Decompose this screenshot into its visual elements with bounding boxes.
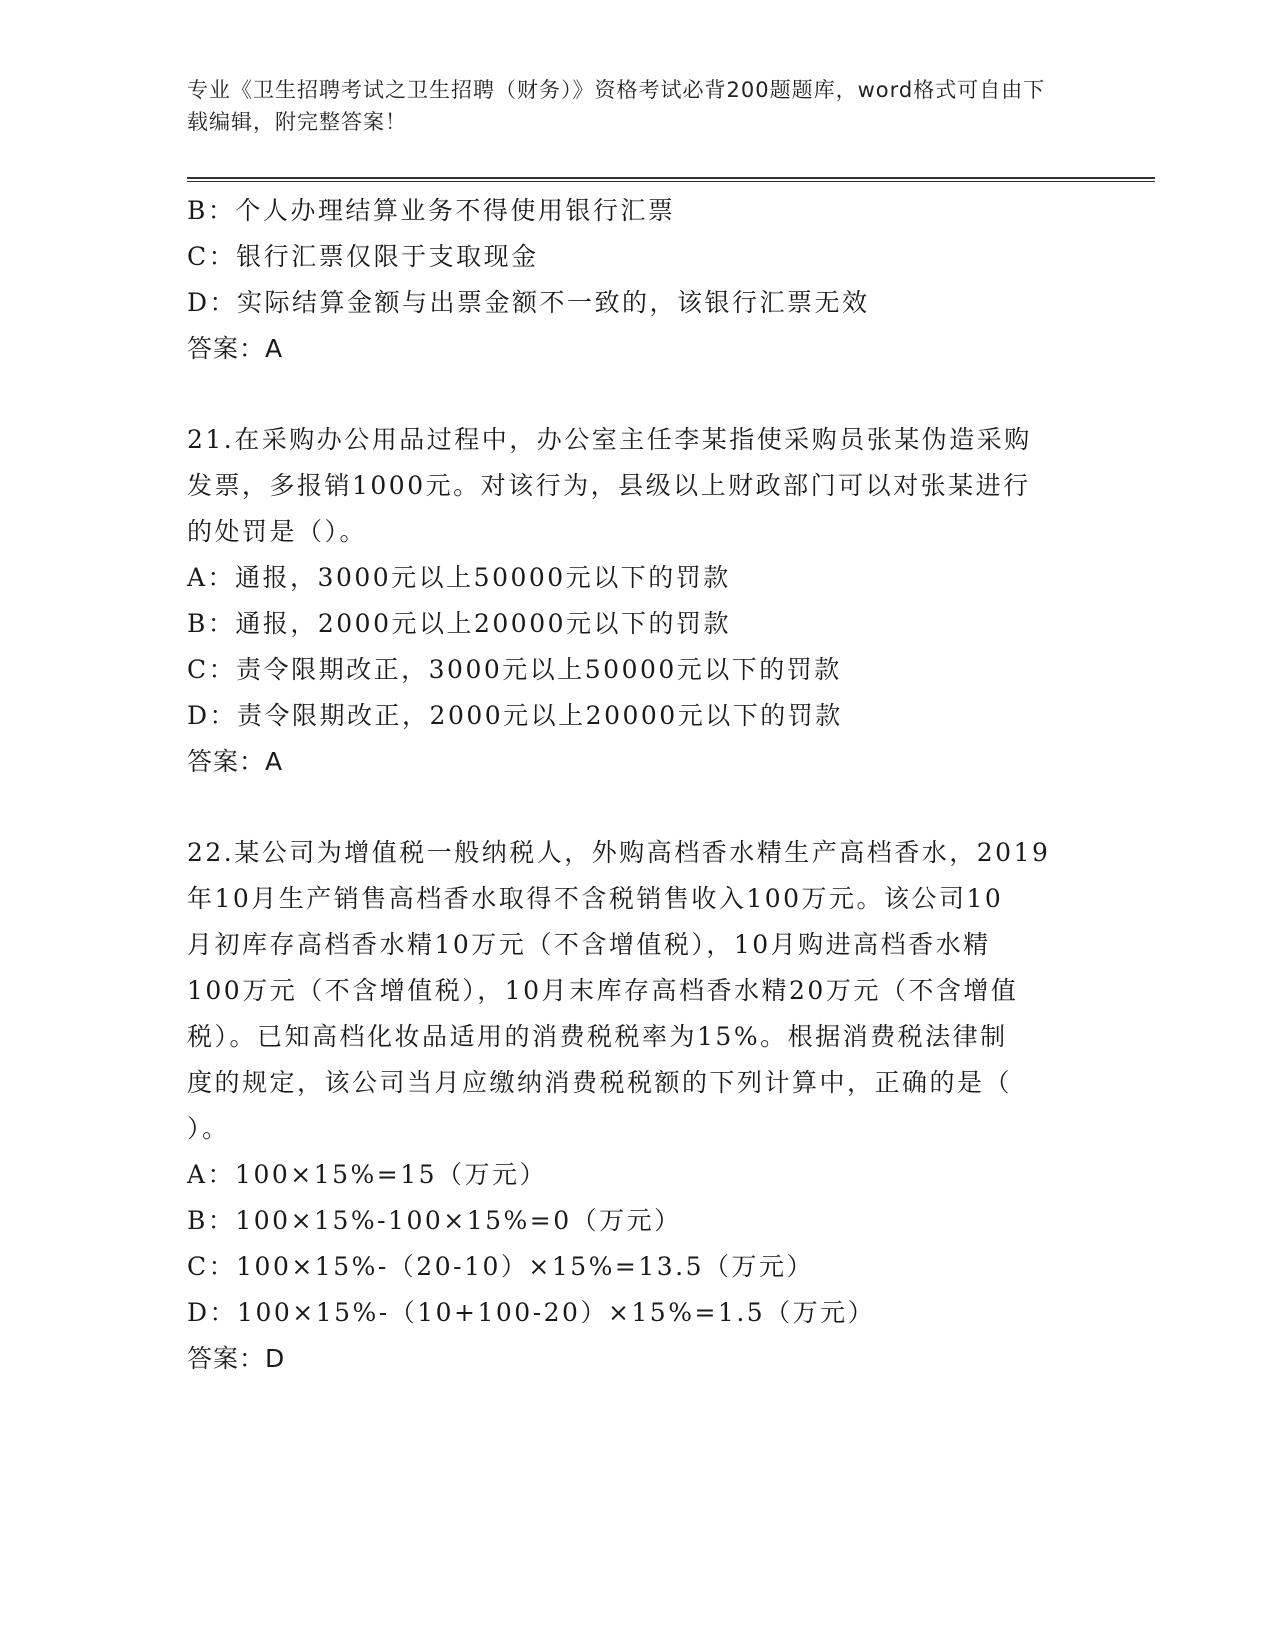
header-divider — [187, 177, 1155, 182]
question-text-line: ）。 — [187, 1114, 230, 1143]
document-header — [187, 74, 1067, 138]
answer-line: 答案：A — [187, 334, 284, 363]
question-text-line: 100万元（不含增值税），10月末库存高档香水精20万元（不含增值 — [187, 976, 1019, 1005]
option-b: B：个人办理结算业务不得使用银行汇票 — [187, 196, 676, 225]
question-text-line: 税）。已知高档化妆品适用的消费税税率为15%。根据消费税法律制 — [187, 1022, 1008, 1051]
answer-line: 答案：D — [187, 1344, 286, 1373]
option-c: C：责令限期改正，3000元以上50000元以下的罚款 — [187, 655, 842, 684]
question-text-line: 度的规定，该公司当月应缴纳消费税税额的下列计算中，正确的是（ — [187, 1068, 1013, 1097]
document-body — [187, 188, 1087, 1382]
option-d: D：100×15%-（10+100-20）×15%=1.5（万元） — [187, 1298, 876, 1327]
question-text-line: 21.在采购办公用品过程中，办公室主任李某指使采购员张某伪造采购 — [187, 425, 1032, 454]
question-text-line: 22.某公司为增值税一般纳税人，外购高档香水精生产高档香水，2019 — [187, 838, 1051, 867]
question-text-line: 年10月生产销售高档香水取得不含税销售收入100万元。该公司10 — [187, 884, 1004, 913]
question-21 — [187, 417, 1087, 785]
question-text-line: 发票，多报销1000元。对该行为，县级以上财政部门可以对张某进行 — [187, 471, 1031, 500]
question-text-line: 月初库存高档香水精10万元（不含增值税），10月购进高档香水精 — [187, 930, 991, 959]
option-c: C：100×15%-（20-10）×15%=13.5（万元） — [187, 1252, 815, 1281]
option-b: B：通报，2000元以上20000元以下的罚款 — [187, 609, 732, 638]
option-d: D：责令限期改正，2000元以上20000元以下的罚款 — [187, 701, 843, 730]
header-title: 专业《卫生招聘考试之卫生招聘（财务）》资格考试必背200题题库，word格式可自由下载编辑，附完整答案！ — [187, 78, 1046, 134]
option-a: A：通报，3000元以上50000元以下的罚款 — [187, 563, 731, 592]
spacer — [187, 785, 1087, 830]
question-20-tail — [187, 188, 1087, 372]
spacer — [187, 372, 1087, 417]
question-22 — [187, 830, 1087, 1382]
answer-line: 答案：A — [187, 747, 284, 776]
question-text-line: 的处罚是（）。 — [187, 517, 368, 546]
option-c: C：银行汇票仅限于支取现金 — [187, 242, 539, 271]
option-d: D：实际结算金额与出票金额不一致的，该银行汇票无效 — [187, 288, 870, 317]
option-a: A：100×15%=15（万元） — [187, 1160, 548, 1189]
option-b: B：100×15%-100×15%=0（万元） — [187, 1206, 682, 1235]
